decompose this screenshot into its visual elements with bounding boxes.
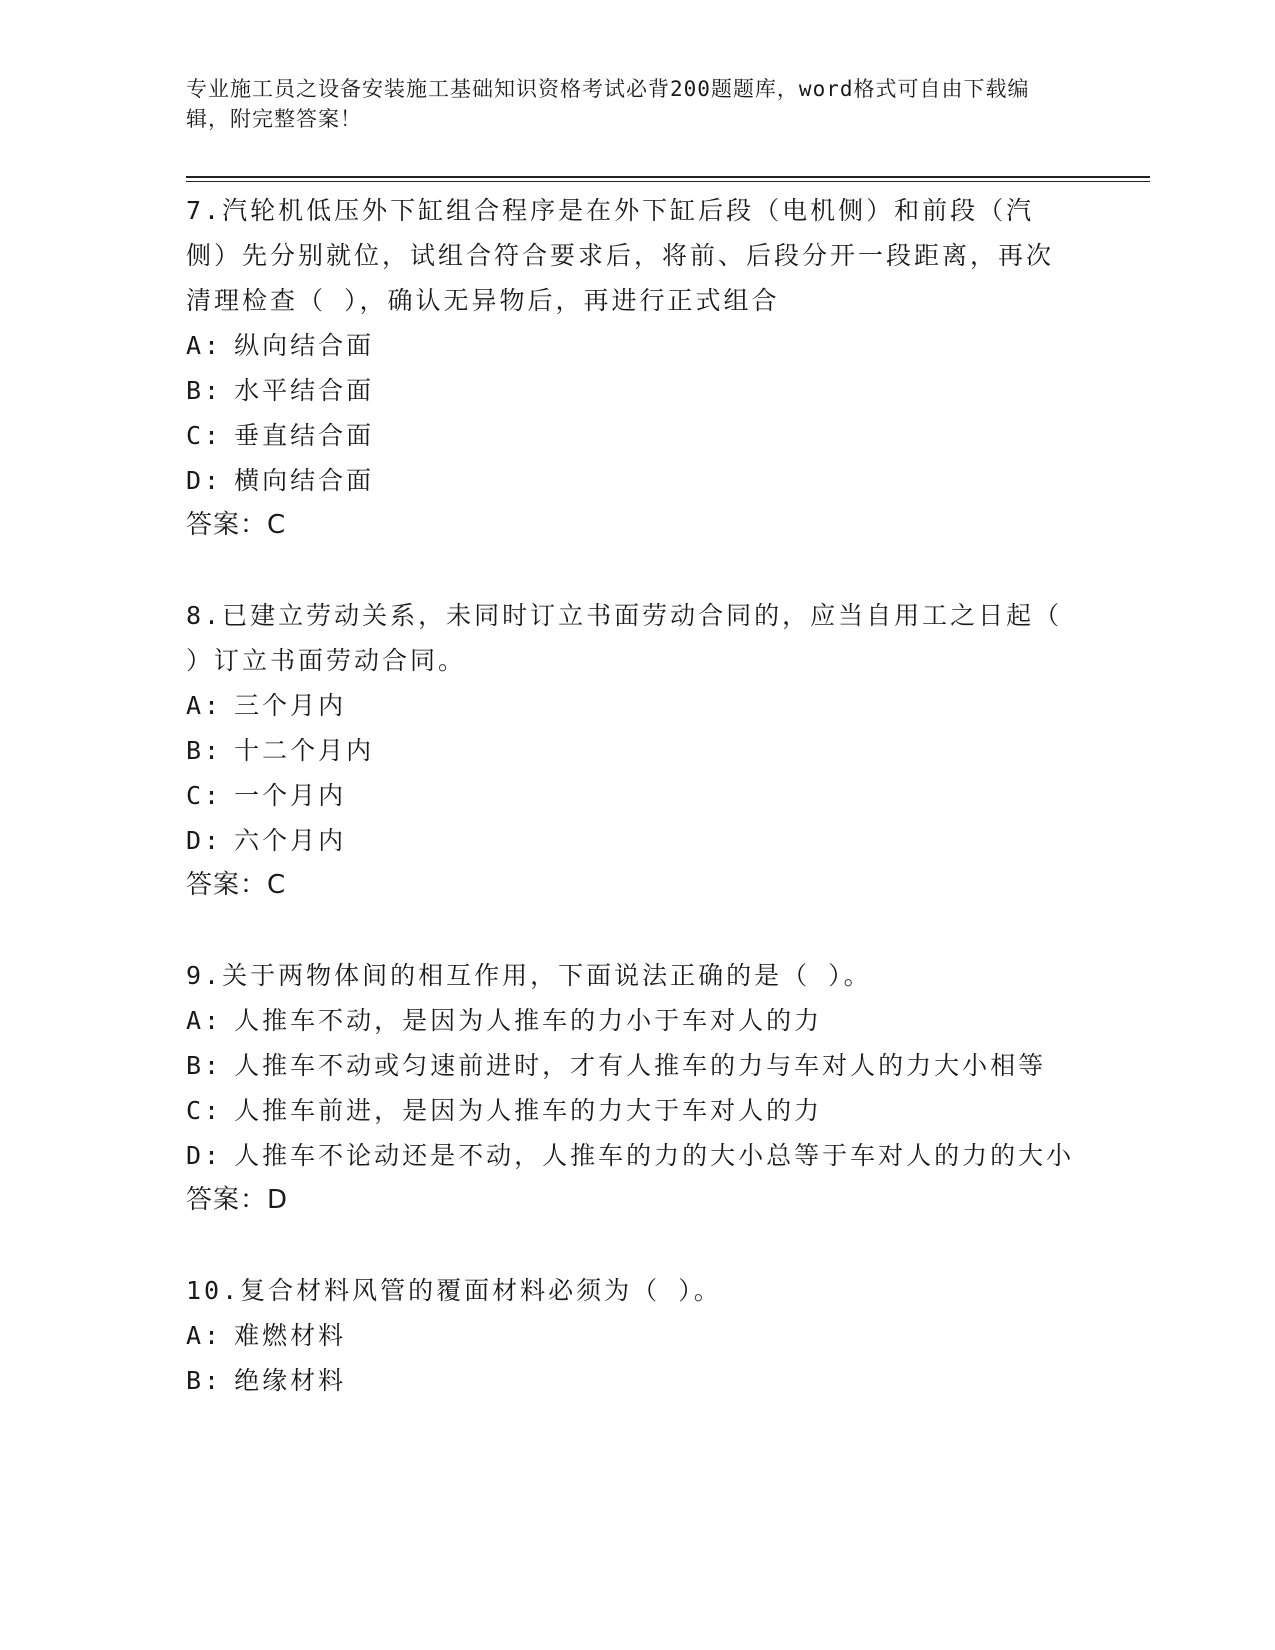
question-stem — [186, 593, 1076, 683]
option-text: 三个月内 — [234, 691, 347, 720]
spacer — [186, 908, 1076, 953]
option-key: C: — [186, 781, 223, 810]
question-number: 10. — [186, 1276, 241, 1305]
option-text: 垂直结合面 — [234, 421, 375, 450]
option-c — [186, 413, 1076, 458]
option-text: 水平结合面 — [234, 376, 375, 405]
document-header — [186, 74, 1066, 134]
header-divider-thin — [186, 181, 1150, 182]
question-stem — [186, 188, 1076, 323]
question-number: 7. — [186, 196, 223, 225]
option-text: 人推车前进，是因为人推车的力大于车对人的力 — [234, 1096, 823, 1125]
spacer — [186, 1223, 1076, 1268]
option-b — [186, 1358, 1076, 1403]
option-key: D: — [186, 1141, 223, 1170]
option-b — [186, 728, 1076, 773]
answer-line: 答案：C — [186, 510, 287, 540]
question-7 — [186, 188, 1076, 548]
question-stem — [186, 1268, 1076, 1313]
option-d — [186, 458, 1076, 503]
header-divider-thick — [186, 176, 1150, 178]
option-d — [186, 818, 1076, 863]
option-text: 纵向结合面 — [234, 331, 375, 360]
option-text: 绝缘材料 — [234, 1366, 347, 1395]
option-key: A: — [186, 1006, 223, 1035]
option-text: 一个月内 — [234, 781, 347, 810]
option-text: 六个月内 — [234, 826, 347, 855]
option-text: 十二个月内 — [234, 736, 375, 765]
answer-line: 答案：D — [186, 1185, 289, 1215]
option-key: B: — [186, 1051, 223, 1080]
option-key: B: — [186, 376, 223, 405]
question-list — [186, 188, 1076, 1403]
option-c — [186, 773, 1076, 818]
option-text: 横向结合面 — [234, 466, 375, 495]
question-8 — [186, 593, 1076, 908]
option-b — [186, 368, 1076, 413]
question-text: 关于两物体间的相互作用，下面说法正确的是（ ）。 — [222, 961, 872, 990]
option-a — [186, 1313, 1076, 1358]
spacer — [186, 548, 1076, 593]
option-key: A: — [186, 691, 223, 720]
question-stem — [186, 953, 1076, 998]
option-key: B: — [186, 1366, 223, 1395]
option-text: 难燃材料 — [234, 1321, 347, 1350]
question-9 — [186, 953, 1076, 1223]
option-key: C: — [186, 421, 223, 450]
option-key: C: — [186, 1096, 223, 1125]
question-text: 已建立劳动关系，未同时订立书面劳动合同的，应当自用工之日起（ ）订立书面劳动合同。 — [186, 601, 1063, 675]
option-a — [186, 998, 1076, 1043]
option-text: 人推车不动或匀速前进时，才有人推车的力与车对人的力大小相等 — [234, 1051, 1047, 1080]
option-text: 人推车不论动还是不动，人推车的力的大小总等于车对人的力的大小 — [234, 1141, 1075, 1170]
answer-line: 答案：C — [186, 870, 287, 900]
question-text: 复合材料风管的覆面材料必须为（ ）。 — [240, 1276, 722, 1305]
question-number: 9. — [186, 961, 223, 990]
option-b — [186, 1043, 1076, 1088]
question-number: 8. — [186, 601, 223, 630]
option-a — [186, 323, 1076, 368]
question-text: 汽轮机低压外下缸组合程序是在外下缸后段（电机侧）和前段（汽侧）先分别就位，试组合符合要求后，将前、后段分开一段距离，再次清理检查（ ），确认无异物后，再进行正式组合 — [186, 196, 1055, 315]
header-text: 专业施工员之设备安装施工基础知识资格考试必背200题题库，word格式可自由下载编辑，附完整答案！ — [186, 77, 1030, 131]
option-key: B: — [186, 736, 223, 765]
option-key: A: — [186, 331, 223, 360]
option-key: D: — [186, 466, 223, 495]
option-a — [186, 683, 1076, 728]
option-key: A: — [186, 1321, 223, 1350]
question-10 — [186, 1268, 1076, 1403]
option-c — [186, 1088, 1076, 1133]
option-text: 人推车不动，是因为人推车的力小于车对人的力 — [234, 1006, 823, 1035]
option-d — [186, 1133, 1076, 1178]
option-key: D: — [186, 826, 223, 855]
